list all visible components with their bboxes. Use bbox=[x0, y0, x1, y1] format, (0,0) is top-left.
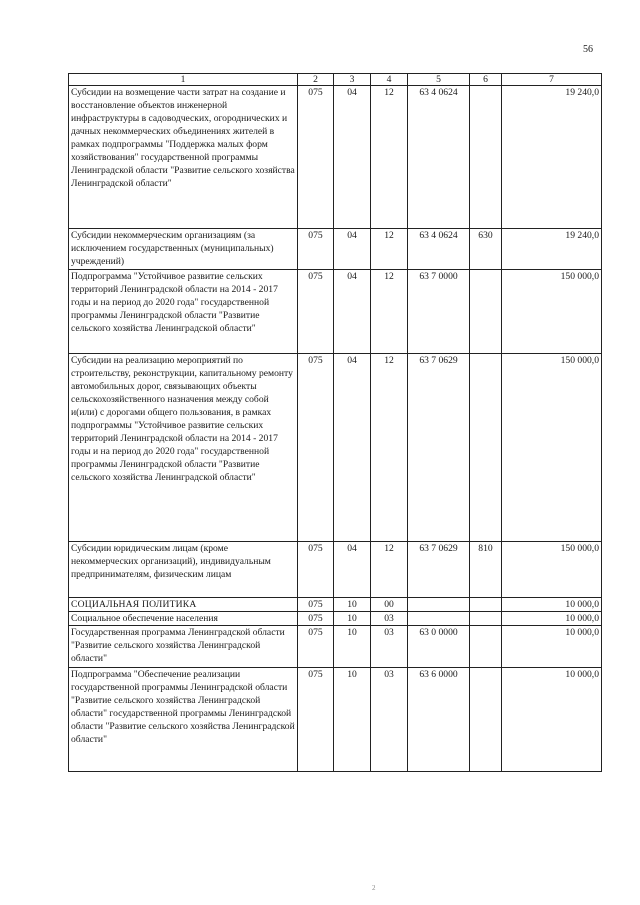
cell-ministry: 075 bbox=[298, 626, 334, 668]
table-row bbox=[69, 270, 602, 354]
cell-target-article: 63 7 0000 bbox=[408, 270, 470, 354]
cell-amount: 150 000,0 bbox=[502, 354, 602, 542]
column-header: 3 bbox=[334, 74, 371, 86]
column-header: 7 bbox=[502, 74, 602, 86]
table-row bbox=[69, 626, 602, 668]
cell-target-article: 63 4 0624 bbox=[408, 86, 470, 229]
cell-expense-type: 630 bbox=[470, 229, 502, 270]
row-name: СОЦИАЛЬНАЯ ПОЛИТИКА bbox=[69, 598, 298, 612]
cell-subsection: 03 bbox=[371, 626, 408, 668]
table-row bbox=[69, 542, 602, 598]
cell-expense-type bbox=[470, 626, 502, 668]
cell-subsection: 12 bbox=[371, 229, 408, 270]
cell-target-article: 63 7 0629 bbox=[408, 354, 470, 542]
cell-section: 04 bbox=[334, 270, 371, 354]
cell-section: 04 bbox=[334, 542, 371, 598]
cell-section: 10 bbox=[334, 612, 371, 626]
column-header: 6 bbox=[470, 74, 502, 86]
cell-ministry: 075 bbox=[298, 354, 334, 542]
cell-section: 10 bbox=[334, 598, 371, 612]
cell-amount: 150 000,0 bbox=[502, 270, 602, 354]
cell-expense-type bbox=[470, 270, 502, 354]
cell-expense-type bbox=[470, 612, 502, 626]
table-row bbox=[69, 598, 602, 612]
column-header: 4 bbox=[371, 74, 408, 86]
cell-section: 10 bbox=[334, 626, 371, 668]
cell-section: 04 bbox=[334, 229, 371, 270]
cell-ministry: 075 bbox=[298, 612, 334, 626]
cell-amount: 10 000,0 bbox=[502, 612, 602, 626]
row-name: Субсидии на возмещение части затрат на создание и восстановление объектов инженерной инфраструктуры в садоводческих, огороднических и дачных некоммерческих объединениях жителей в рамках подпрограммы "Поддержка малых форм хозяйствования" государственной программы Ленинградской области "Развитие сельского хозяйства Ленинградской области" bbox=[69, 86, 298, 229]
cell-subsection: 12 bbox=[371, 86, 408, 229]
footer-mark: 2 bbox=[372, 884, 376, 892]
cell-ministry: 075 bbox=[298, 668, 334, 772]
cell-section: 04 bbox=[334, 86, 371, 229]
cell-subsection: 00 bbox=[371, 598, 408, 612]
cell-section: 10 bbox=[334, 668, 371, 772]
cell-subsection: 12 bbox=[371, 270, 408, 354]
cell-target-article: 63 6 0000 bbox=[408, 668, 470, 772]
cell-ministry: 075 bbox=[298, 229, 334, 270]
table-row bbox=[69, 668, 602, 772]
cell-expense-type: 810 bbox=[470, 542, 502, 598]
cell-amount: 10 000,0 bbox=[502, 626, 602, 668]
column-header: 1 bbox=[69, 74, 298, 86]
budget-table bbox=[68, 73, 602, 772]
cell-subsection: 03 bbox=[371, 668, 408, 772]
cell-expense-type bbox=[470, 668, 502, 772]
cell-subsection: 12 bbox=[371, 354, 408, 542]
row-name: Субсидии некоммерческим организациям (за исключением государственных (муниципальных) учреждений) bbox=[69, 229, 298, 270]
cell-amount: 10 000,0 bbox=[502, 598, 602, 612]
cell-expense-type bbox=[470, 598, 502, 612]
row-name: Государственная программа Ленинградской области "Развитие сельского хозяйства Ленинградской области" bbox=[69, 626, 298, 668]
cell-target-article: 63 4 0624 bbox=[408, 229, 470, 270]
column-header: 5 bbox=[408, 74, 470, 86]
cell-amount: 19 240,0 bbox=[502, 229, 602, 270]
cell-expense-type bbox=[470, 86, 502, 229]
row-name: Социальное обеспечение населения bbox=[69, 612, 298, 626]
cell-section: 04 bbox=[334, 354, 371, 542]
row-name: Субсидии юридическим лицам (кроме некоммерческих организаций), индивидуальным предпринимателям, физическим лицам bbox=[69, 542, 298, 598]
cell-amount: 150 000,0 bbox=[502, 542, 602, 598]
row-name: Подпрограмма "Обеспечение реализации государственной программы Ленинградской области "Развитие сельского хозяйства Ленинградской области" государственной программы Ленинградской области "Развитие сельского хозяйства Ленинградской области" bbox=[69, 668, 298, 772]
column-header: 2 bbox=[298, 74, 334, 86]
cell-target-article bbox=[408, 612, 470, 626]
table-row bbox=[69, 354, 602, 542]
row-name: Субсидии на реализацию мероприятий по строительству, реконструкции, капитальному ремонту автомобильных дорог, связывающих объекты сельскохозяйственного назначения между собой и(или) с дорогами общего пользования, в рамках подпрограммы "Устойчивое развитие сельских территорий Ленинградской области на 2014 - 2017 годы и на период до 2020 года" государственной программы Ленинградской области "Развитие сельского хозяйства Ленинградской области" bbox=[69, 354, 298, 542]
table-header-row bbox=[69, 74, 602, 86]
cell-amount: 19 240,0 bbox=[502, 86, 602, 229]
table-row bbox=[69, 612, 602, 626]
table-row bbox=[69, 86, 602, 229]
cell-ministry: 075 bbox=[298, 86, 334, 229]
table-row bbox=[69, 229, 602, 270]
cell-ministry: 075 bbox=[298, 542, 334, 598]
cell-ministry: 075 bbox=[298, 598, 334, 612]
cell-subsection: 12 bbox=[371, 542, 408, 598]
cell-amount: 10 000,0 bbox=[502, 668, 602, 772]
page-number: 56 bbox=[583, 44, 593, 55]
cell-target-article: 63 7 0629 bbox=[408, 542, 470, 598]
cell-ministry: 075 bbox=[298, 270, 334, 354]
cell-target-article: 63 0 0000 bbox=[408, 626, 470, 668]
cell-target-article bbox=[408, 598, 470, 612]
cell-subsection: 03 bbox=[371, 612, 408, 626]
row-name: Подпрограмма "Устойчивое развитие сельских территорий Ленинградской области на 2014 - 2017 годы и на период до 2020 года" государственной программы Ленинградской области "Развитие сельского хозяйства Ленинградской области" bbox=[69, 270, 298, 354]
cell-expense-type bbox=[470, 354, 502, 542]
